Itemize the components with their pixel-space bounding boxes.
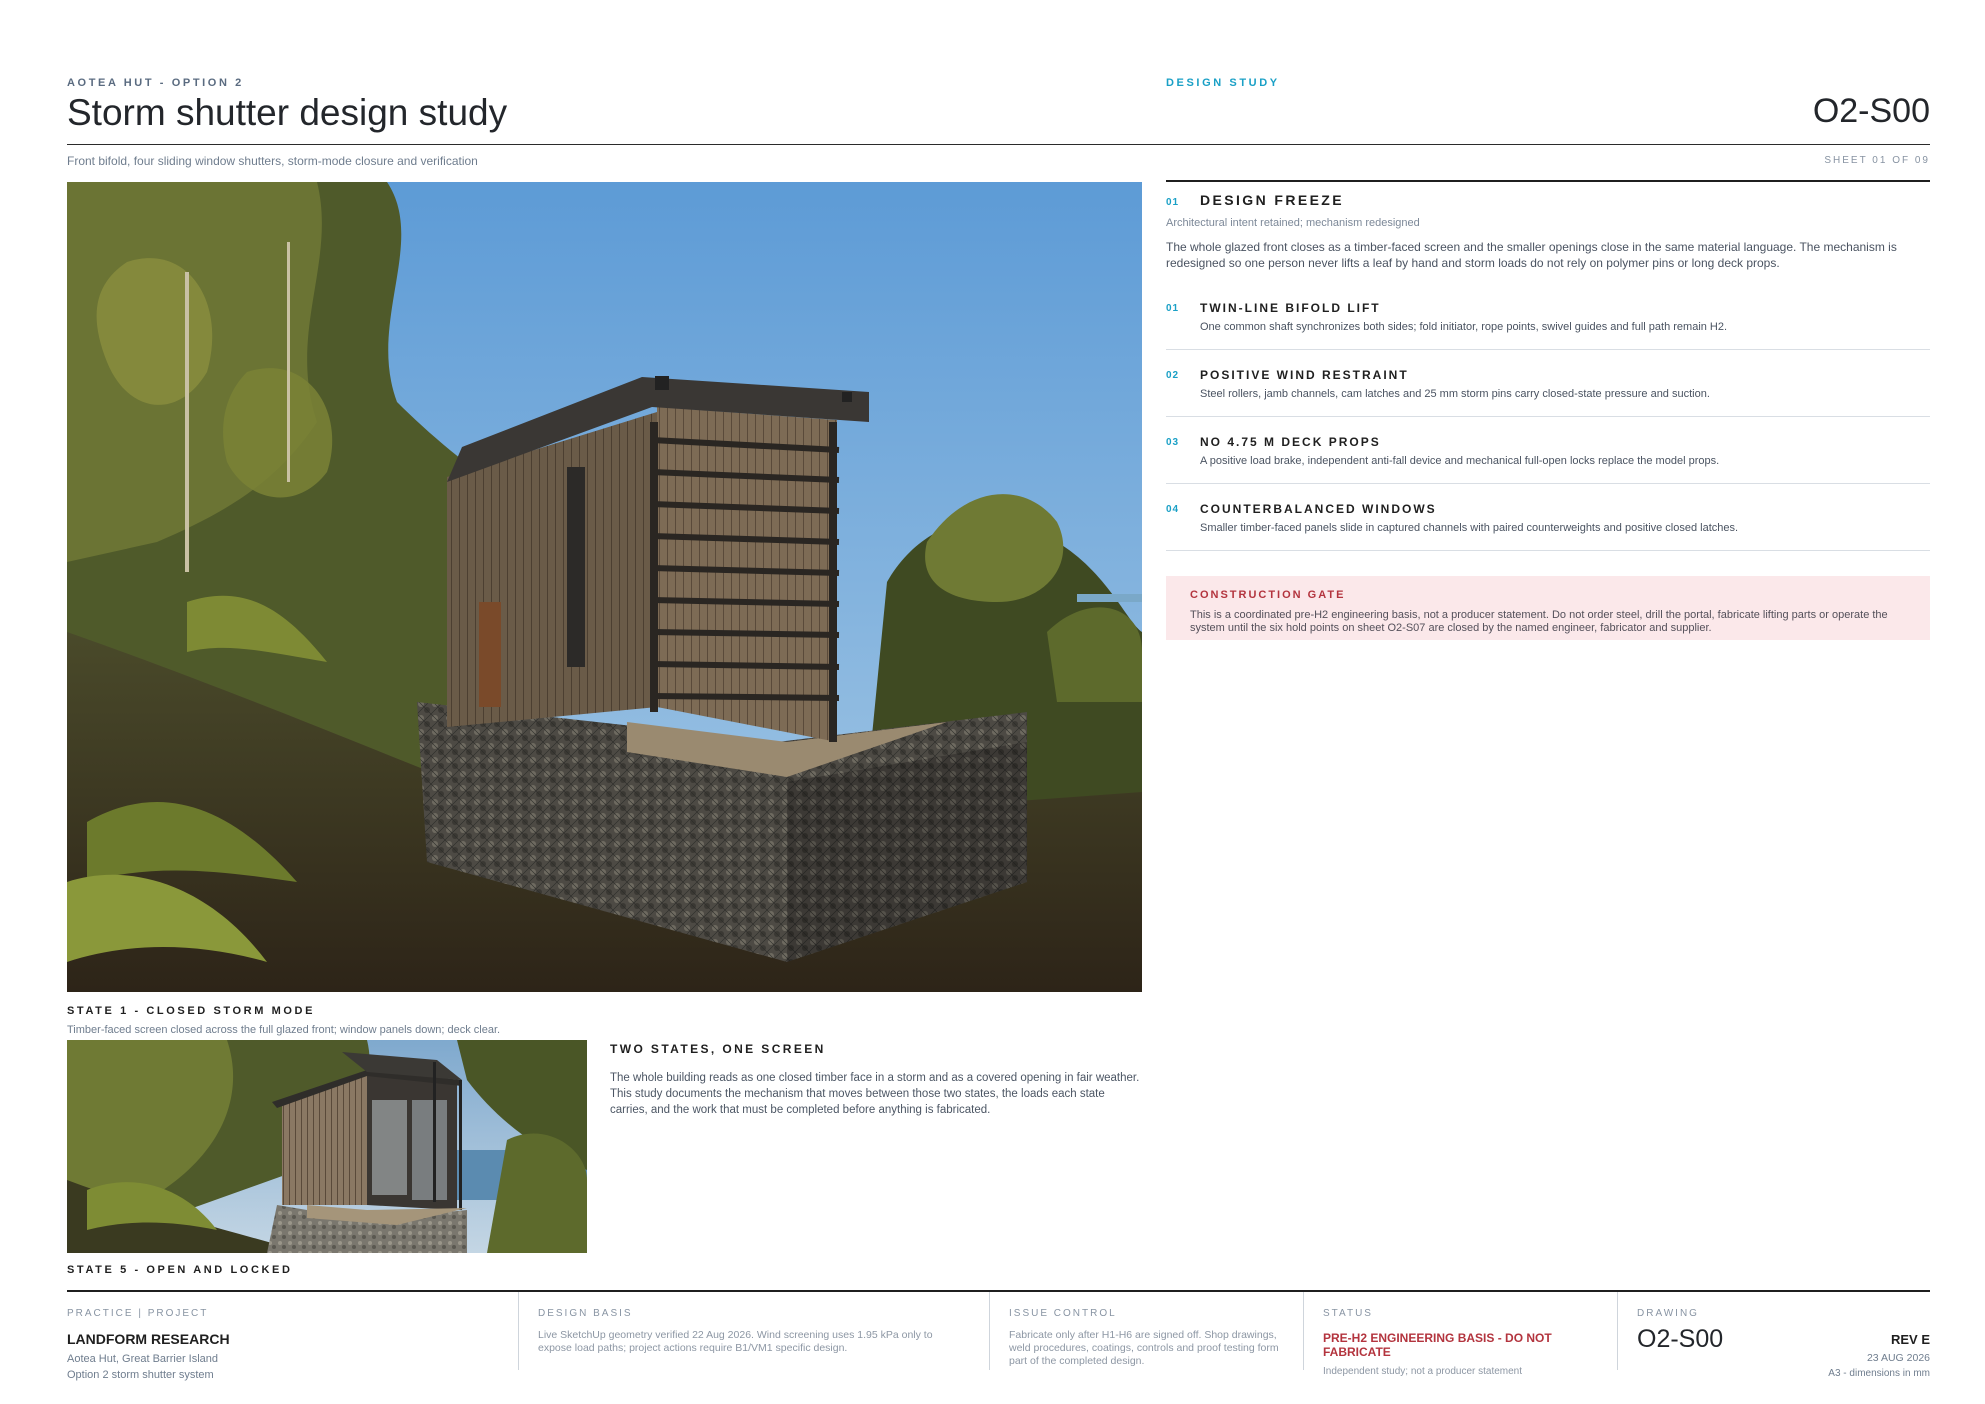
section-kicker: DESIGN STUDY <box>1166 77 1280 89</box>
revision: REV E <box>1890 1332 1930 1347</box>
feature-item <box>1166 484 1930 551</box>
state5-caption: STATE 5 - OPEN AND LOCKED <box>67 1264 293 1276</box>
feature-description: One common shaft synchronizes both sides; fold initiator, rope points, swivel guides and full path remain H2. <box>1200 321 1728 333</box>
sheet-code: O2-S00 <box>1812 92 1930 130</box>
feature-title: TWIN-LINE BIFOLD LIFT <box>1200 301 1381 315</box>
design-freeze-rule <box>1166 180 1930 182</box>
design-freeze-subtitle: Architectural intent retained; mechanism redesigned <box>1166 217 1420 229</box>
page-subtitle: Front bifold, four sliding window shutters, storm-mode closure and verification <box>67 154 478 168</box>
footer-status-cell <box>1323 1298 1603 1377</box>
construction-gate-callout <box>1166 576 1930 640</box>
feature-number: 04 <box>1166 504 1180 515</box>
footer-practice-cell <box>67 1298 507 1381</box>
scale-note: A3 - dimensions in mm <box>1828 1368 1930 1379</box>
feature-item <box>1166 283 1930 350</box>
feature-title: COUNTERBALANCED WINDOWS <box>1200 502 1437 516</box>
drawing-label: DRAWING <box>1637 1308 1699 1319</box>
design-freeze-heading <box>1166 192 1930 208</box>
two-states-title: TWO STATES, ONE SCREEN <box>610 1042 826 1056</box>
small-photo-open-and-locked <box>67 1040 587 1253</box>
issue-control-text: Fabricate only after H1-H6 are signed off. Shop drawings, weld procedures, coatings, controls and proof testing form part of the completed design. <box>1009 1329 1279 1367</box>
hut-open-illustration <box>67 1040 587 1253</box>
footer-drawing-cell <box>1637 1298 1930 1379</box>
issue-control-label: ISSUE CONTROL <box>1009 1308 1117 1319</box>
construction-gate-body: This is a coordinated pre-H2 engineering basis, not a producer statement. Do not order steel, drill the portal, fabricate lifting parts or operate the system until the six hold points on sheet O2-S07 are closed by the named engineer, fabricator and supplier. <box>1190 609 1888 634</box>
project-location: Aotea Hut, Great Barrier Island <box>67 1353 219 1365</box>
feature-description: Smaller timber-faced panels slide in captured channels with paired counterweights and positive closed latches. <box>1200 522 1739 534</box>
status-text: PRE-H2 ENGINEERING BASIS - DO NOT FABRICATE <box>1323 1331 1552 1359</box>
footer-divider <box>67 1290 1930 1292</box>
hut-closed-illustration <box>67 182 1142 992</box>
feature-title: POSITIVE WIND RESTRAINT <box>1200 368 1409 382</box>
main-photo-closed-storm-mode <box>67 182 1142 992</box>
footer-divider-4 <box>1617 1292 1618 1370</box>
footer-issue-cell <box>1009 1298 1299 1370</box>
feature-item <box>1166 417 1930 484</box>
design-basis-text: Live SketchUp geometry verified 22 Aug 2026. Wind screening uses 1.95 kPa only to expose load paths; project actions require B1/VM1 specific design. <box>538 1329 933 1354</box>
feature-description: A positive load brake, independent anti-fall device and mechanical full-open locks replace the model props. <box>1200 455 1720 467</box>
footer-divider-1 <box>518 1292 519 1370</box>
construction-gate-title: CONSTRUCTION GATE <box>1190 589 1346 601</box>
project-description: Option 2 storm shutter system <box>67 1369 214 1381</box>
practice-label: PRACTICE | PROJECT <box>67 1308 209 1319</box>
page-title: Storm shutter design study <box>67 92 508 133</box>
feature-number: 02 <box>1166 370 1180 381</box>
issue-date: 23 AUG 2026 <box>1866 1352 1930 1364</box>
header-divider <box>67 144 1930 145</box>
footer-divider-3 <box>1303 1292 1304 1370</box>
design-notes-column <box>1166 180 1930 640</box>
feature-list <box>1166 283 1930 551</box>
feature-title: NO 4.75 M DECK PROPS <box>1200 435 1381 449</box>
project-kicker: AOTEA HUT - OPTION 2 <box>67 77 244 89</box>
feature-item <box>1166 350 1930 417</box>
feature-description: Steel rollers, jamb channels, cam latches and 25 mm storm pins carry closed-state pressure and suction. <box>1200 388 1710 400</box>
design-freeze-title: DESIGN FREEZE <box>1200 192 1344 208</box>
status-note: Independent study; not a producer statement <box>1323 1366 1523 1377</box>
two-states-body: The whole building reads as one closed timber face in a storm and as a covered opening in fair weather. This study documents the mechanism that moves between those two states, the loads each state carries, and the work that must be completed before anything is fabricated. <box>610 1072 1140 1116</box>
design-freeze-number: 01 <box>1166 197 1180 208</box>
two-states-section <box>610 1042 1140 1118</box>
footer-divider-2 <box>989 1292 990 1370</box>
state1-description: Timber-faced screen closed across the full glazed front; window panels down; deck clear. <box>67 1024 501 1036</box>
practice-name: LANDFORM RESEARCH <box>67 1331 230 1347</box>
design-basis-label: DESIGN BASIS <box>538 1308 633 1319</box>
status-label: STATUS <box>1323 1308 1373 1319</box>
sheet-count: SHEET 01 OF 09 <box>1824 155 1930 166</box>
footer-basis-cell <box>538 1298 948 1370</box>
state1-caption: STATE 1 - CLOSED STORM MODE <box>67 1005 316 1017</box>
feature-number: 03 <box>1166 437 1180 448</box>
design-freeze-body: The whole glazed front closes as a timber-faced screen and the smaller openings close in the same material language. The mechanism is redesigned so one person never lifts a leaf by hand and storm loads do not rely on polymer pins or long deck props. <box>1166 240 1897 270</box>
drawing-code: O2-S00 <box>1637 1325 1724 1353</box>
feature-number: 01 <box>1166 303 1180 314</box>
